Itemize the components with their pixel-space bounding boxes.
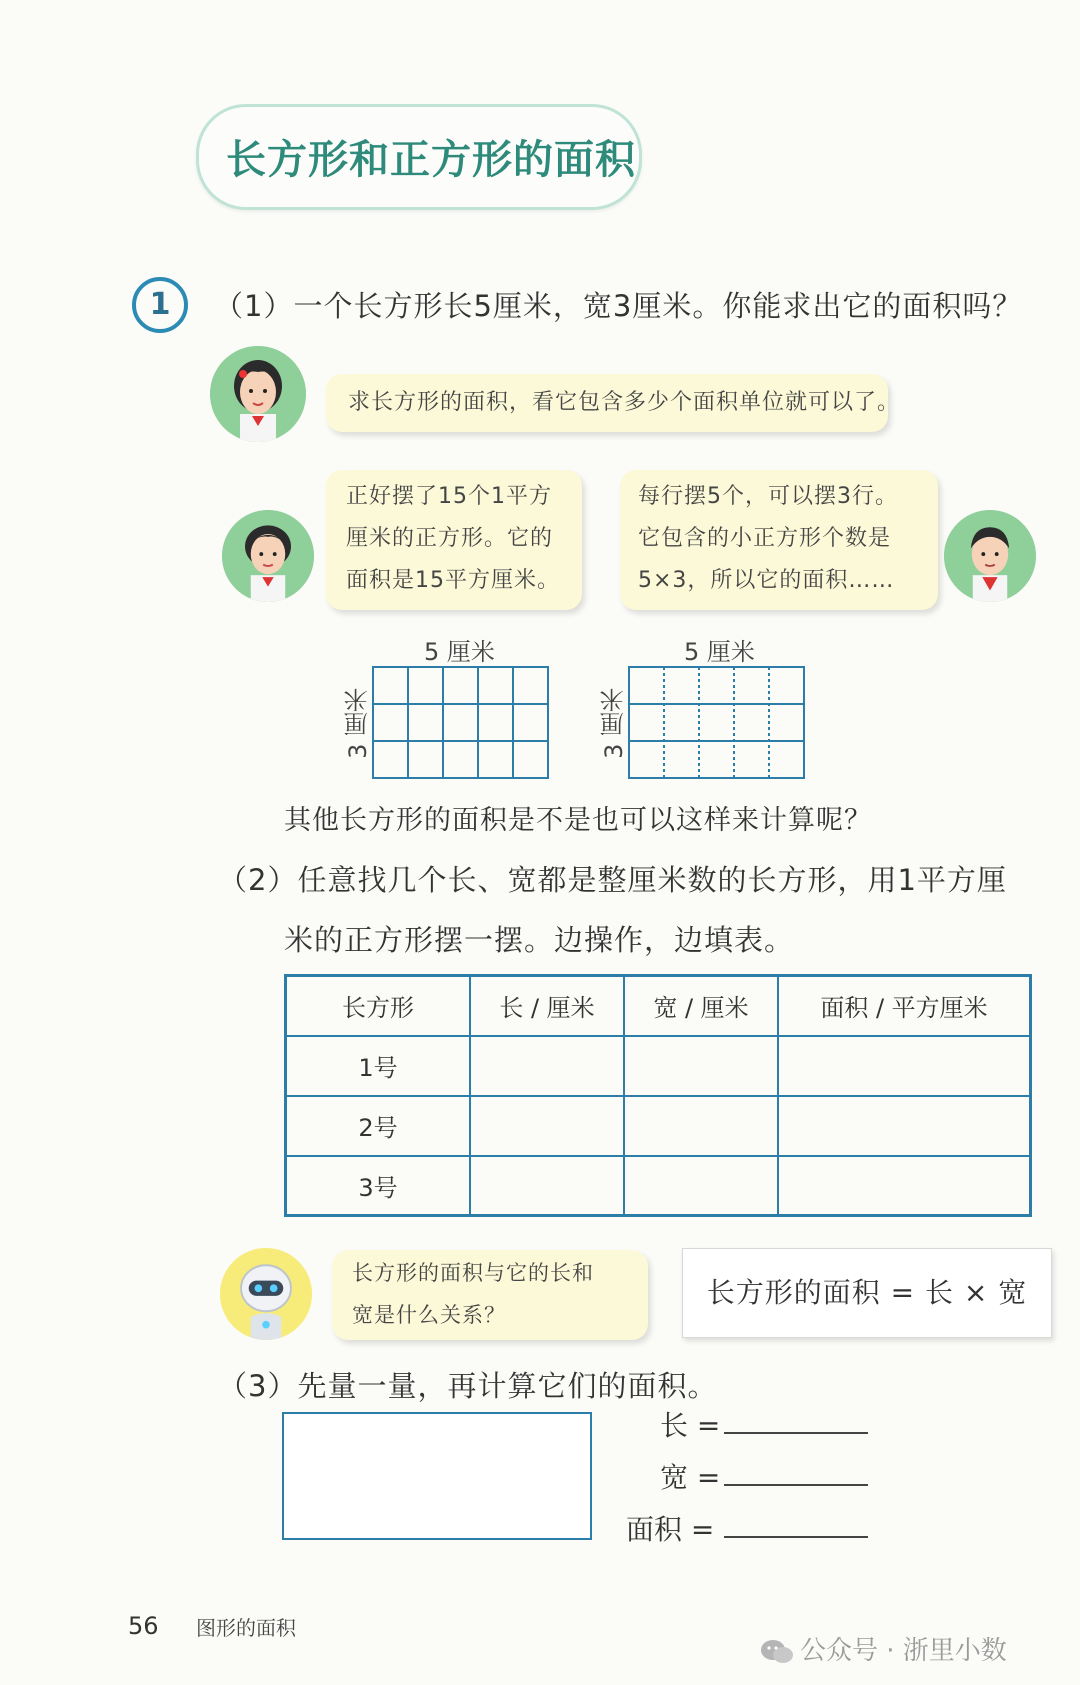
table-row [286, 1096, 1031, 1156]
boy-speech-line: 它包含的小正方形个数是 [638, 526, 892, 551]
table-header-row [286, 976, 1031, 1036]
table-header: 长 / 厘米 [470, 976, 624, 1036]
girl-avatar-1 [210, 346, 306, 442]
part2-line2: 米的正方形摆一摆。边操作，边填表。 [284, 923, 795, 957]
wechat-icon [760, 1638, 794, 1666]
width-label: 宽 = [660, 1461, 721, 1494]
area-formula: 长方形的面积 = 长 × 宽 [682, 1248, 1052, 1338]
table-cell[interactable] [470, 1156, 624, 1216]
width-answer-blank[interactable] [724, 1484, 868, 1486]
robot-speech-bubble [332, 1250, 648, 1340]
grid-right-side-label: 3 厘米 [600, 688, 628, 759]
table-cell[interactable] [624, 1096, 778, 1156]
boy-face-icon [944, 510, 1036, 602]
table-cell[interactable] [624, 1156, 778, 1216]
table-cell[interactable] [778, 1036, 1031, 1096]
girl2-speech-line: 正好摆了15个1平方 [346, 484, 552, 509]
measure-rectangle [282, 1412, 592, 1540]
table-row [286, 1036, 1031, 1096]
table-cell: 3号 [286, 1156, 471, 1216]
girl1-speech-bubble [326, 374, 901, 432]
girl-face-icon [222, 510, 314, 602]
boy-speech-line: 5×3，所以它的面积…… [638, 568, 895, 593]
problem-number-badge: 1 [132, 277, 188, 333]
part1-followup: 其他长方形的面积是不是也可以这样来计算呢？ [284, 805, 872, 836]
table-row [286, 1156, 1031, 1216]
robot-speech-line: 长方形的面积与它的长和 [352, 1261, 594, 1285]
area-answer-blank[interactable] [724, 1536, 868, 1538]
chapter-name: 图形的面积 [196, 1616, 296, 1640]
table-header: 长方形 [286, 976, 471, 1036]
robot-speech-line: 宽是什么关系？ [352, 1303, 506, 1327]
grid-right [628, 666, 806, 780]
table-cell[interactable] [778, 1096, 1031, 1156]
girl2-speech-line: 面积是15平方厘米。 [346, 568, 560, 593]
grid-right-top-label: 5 厘米 [684, 638, 755, 666]
girl1-speech-text: 求长方形的面积，看它包含多少个面积单位就可以了。 [348, 390, 901, 415]
length-label: 长 = [660, 1409, 721, 1442]
length-answer-blank[interactable] [724, 1432, 868, 1434]
girl-face-icon [210, 346, 306, 442]
grid-left-side-label: 3 厘米 [344, 688, 372, 759]
girl2-speech-line: 厘米的正方形。它的 [346, 526, 554, 551]
watermark-text: 公众号 · 浙里小数 [800, 1636, 1007, 1666]
grid-left-top-label: 5 厘米 [424, 638, 495, 666]
girl2-speech-bubble [326, 470, 582, 610]
boy-avatar [944, 510, 1036, 602]
boy-speech-bubble [620, 470, 938, 610]
table-cell[interactable] [470, 1036, 624, 1096]
table-cell[interactable] [624, 1036, 778, 1096]
table-cell: 2号 [286, 1096, 471, 1156]
grid-left [372, 666, 550, 780]
table-header: 面积 / 平方厘米 [778, 976, 1031, 1036]
table-header: 宽 / 厘米 [624, 976, 778, 1036]
fill-in-table [284, 974, 1032, 1217]
area-label: 面积 = [626, 1513, 715, 1546]
page-number: 56 [128, 1612, 159, 1640]
table-cell: 1号 [286, 1036, 471, 1096]
robot-avatar [220, 1248, 312, 1340]
watermark [760, 1630, 1007, 1667]
part1-question: （1）一个长方形长5厘米，宽3厘米。你能求出它的面积吗？ [214, 289, 1023, 323]
boy-speech-line: 每行摆5个，可以摆3行。 [638, 484, 898, 509]
part3-question: （3）先量一量，再计算它们的面积。 [218, 1369, 718, 1403]
table-cell[interactable] [778, 1156, 1031, 1216]
girl-avatar-2 [222, 510, 314, 602]
robot-icon [220, 1248, 312, 1340]
part2-line1: （2）任意找几个长、宽都是整厘米数的长方形，用1平方厘 [218, 863, 1007, 897]
table-cell[interactable] [470, 1096, 624, 1156]
page-title: 长方形和正方形的面积 [226, 137, 636, 183]
